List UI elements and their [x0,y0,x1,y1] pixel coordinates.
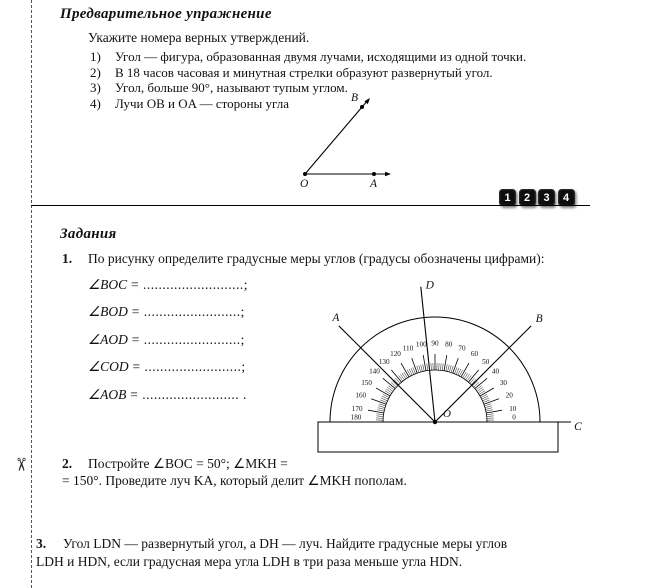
answer-tab-4[interactable]: 4 [558,189,575,206]
protractor-inner-arc [383,370,487,422]
degree-label: 10 [509,404,517,413]
protractor-tick [423,364,424,371]
scissors-icon: ✂ [11,456,32,473]
label-a: A [370,178,378,190]
instruction-text: Укажите номера верных утверждений. [88,30,310,45]
angle-figure [292,88,402,192]
statement-text: Угол — фигура, образованная двумя лучами, исходящими из одной точки. [115,49,527,64]
degree-label: 150 [361,379,372,387]
statement-text: Угол, больше 90°, называют тупым углом. [115,80,348,96]
angle-name: ∠AOB [88,386,127,402]
protractor-tick [478,389,484,393]
point-o [303,172,307,176]
task2-text-line1: Постройте ∠BOC = 50°; ∠MKH = [88,456,288,471]
ray-oa-arrow [385,172,391,176]
task1-number: 1. [62,251,73,266]
degree-label: 90 [431,339,439,348]
degree-label: 170 [351,404,363,413]
ray-ob [305,100,368,174]
degree-label: 40 [491,367,500,376]
degree-label: 60 [470,350,479,359]
preliminary-title: Предварительное упражнение [60,6,272,22]
statement-text: Лучи OB и OA — стороны угла [115,95,289,111]
degree-label: 80 [445,340,453,349]
protractor-tick [377,414,384,415]
protractor-tick [485,408,492,410]
protractor-tick [442,364,443,371]
statement-number: 4) [90,95,101,111]
protractor-tick [376,416,383,417]
protractor-tick [448,365,450,372]
label-b: B [351,92,359,104]
protractor-tick [399,376,403,382]
angle-row [88,359,248,386]
protractor-tick [377,410,384,411]
protractor-tick [400,374,404,380]
statement-number: 2) [90,64,101,80]
protractor-tick [464,373,468,379]
protractor-tick [484,404,491,406]
protractor-tick [378,406,385,408]
vertex-o-dot [433,420,437,424]
protractor-tick [486,410,493,411]
answer-tab-3[interactable]: 3 [538,189,555,206]
answer-blank[interactable]: = ..........................; [127,277,248,292]
answer-blank[interactable]: = ......................... . [126,386,247,402]
protractor-tick [387,387,393,391]
protractor-tick [487,416,494,417]
protractor-tick [461,363,469,377]
protractor-tick [485,406,492,408]
answer-blank[interactable]: = .........................; [127,331,245,347]
protractor-tick [449,365,451,372]
task1-text: По рисунку определите градусные меры углов (градусы обозначены цифрами): [88,251,545,266]
protractor-tick [402,373,406,379]
degree-label: 130 [378,357,390,366]
ray-label-d: D [425,279,434,292]
degree-label: 120 [390,350,401,359]
protractor-tick [379,404,386,406]
task3-number: 3. [36,536,47,551]
protractor-tick [378,408,385,410]
protractor-tick [440,363,441,370]
degree-label: 0 [512,413,516,422]
section-divider [31,205,590,206]
protractor-tick [476,386,482,390]
point-b [360,105,364,109]
label-o: O [300,178,309,190]
task2-number: 2. [62,456,73,471]
statement-text: В 18 часов часовая и минутная стрелки образуют развернутый угол. [115,64,493,80]
angle-name: ∠COD [88,359,129,375]
tasks-title: Задания [60,226,117,242]
protractor-tick [417,366,419,373]
answer-blank[interactable]: = .........................; [127,304,245,320]
degree-label: 140 [369,367,380,376]
statement-number: 3) [90,80,101,96]
degree-label: 30 [499,379,508,387]
answer-blank[interactable]: = .........................; [128,359,246,375]
protractor-tick [389,386,395,390]
protractor-tick [467,376,471,382]
protractor-tick [376,388,390,396]
protractor-tick [427,364,428,371]
angles-list [88,277,248,414]
angle-name: ∠BOC [88,277,128,292]
protractor-tick [451,366,453,373]
vertex-o-label: O [443,408,451,420]
angle-row [88,387,248,414]
protractor-figure [312,278,597,460]
ray-label-a: A [332,311,340,324]
angle-row [88,277,248,304]
protractor-tick [419,365,421,372]
angle-name: ∠AOD [88,331,128,347]
answer-tabs [499,189,575,206]
degree-label: 70 [458,344,466,353]
degree-label: 110 [402,344,414,353]
statement-item [90,65,526,81]
task2-text-line2: = 150°. Проведите луч KA, который делит ∠MKH пополам. [62,473,407,488]
protractor-tick [446,364,447,371]
degree-label: 180 [350,413,362,422]
protractor-tick [486,414,493,415]
degree-label: 50 [482,357,490,366]
protractor-tick [386,389,392,393]
protractor-tick [477,387,483,391]
degree-label: 20 [505,391,513,400]
statement-item [90,49,526,65]
protractor-tick [466,374,470,380]
degree-label: 160 [355,391,367,400]
degree-label: 100 [415,340,427,349]
point-a [372,172,376,176]
task3-text-line2: LDH и HDN, если градусная мера угла LDH в три раза меньше угла HDN. [36,554,463,569]
protractor-tick [480,388,494,396]
protractor-tick [401,363,409,377]
answer-tab-1[interactable]: 1 [499,189,516,206]
protractor-base [318,422,558,452]
answer-tab-2[interactable]: 2 [519,189,536,206]
ray-label-b: B [535,312,543,325]
protractor-tick [421,365,423,372]
statement-number: 1) [90,49,101,64]
cut-line [31,0,32,588]
angle-row [88,332,248,359]
task3-text-line1: Угол LDN — развернутый угол, а DH — луч. Найдите градусные меры углов [63,536,508,551]
angle-name: ∠BOD [88,304,128,320]
ray-d [421,287,435,422]
ray-label-c: C [574,421,582,433]
angle-row [88,304,248,331]
